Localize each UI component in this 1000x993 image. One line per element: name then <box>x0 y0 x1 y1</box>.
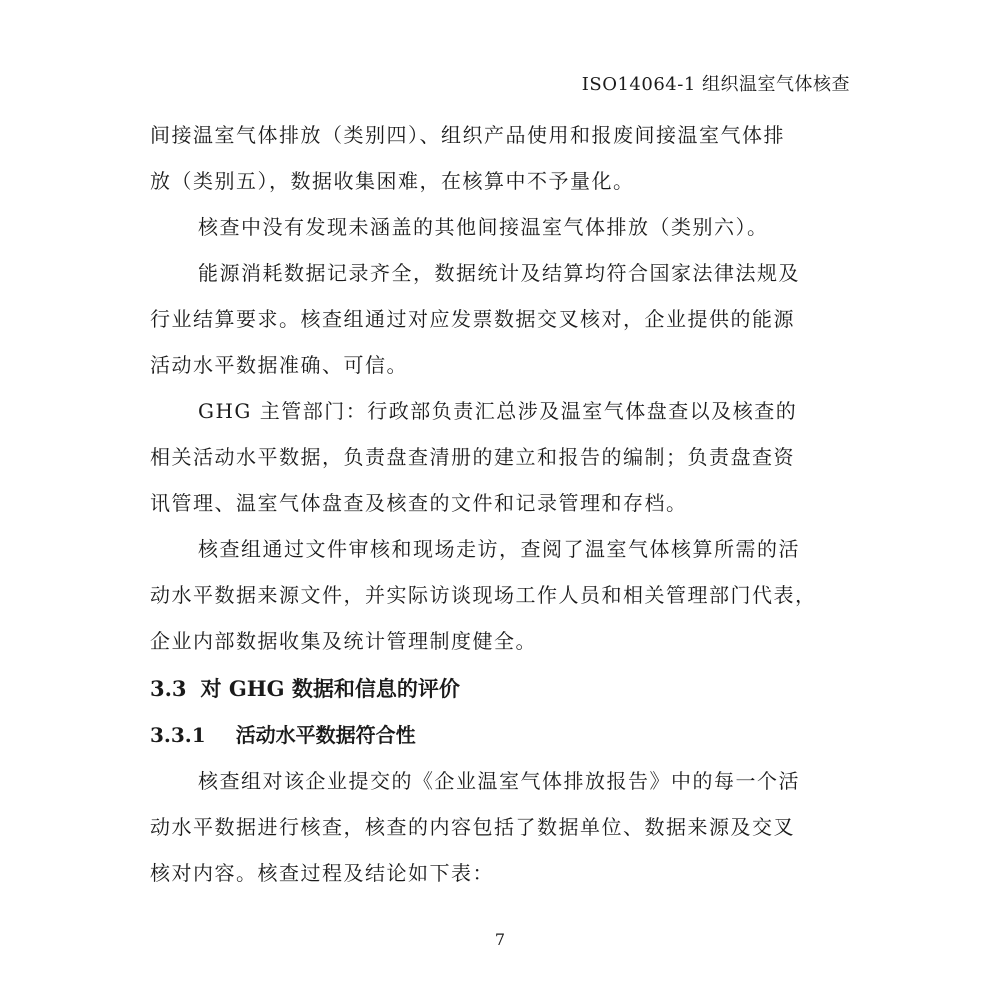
section-title: 对 GHG 数据和信息的评价 <box>200 676 460 701</box>
paragraph-energy-consumption <box>150 250 855 388</box>
paragraph-verification-process <box>150 526 855 664</box>
page-number: 7 <box>494 930 506 949</box>
document-body <box>150 112 855 896</box>
paragraph-ghg-department <box>150 388 855 526</box>
paragraph-category-six <box>150 204 855 250</box>
text-line: 企业内部数据收集及统计管理制度健全。 <box>150 629 537 653</box>
subsection-number: 3.3.1 <box>150 723 206 747</box>
text-line: 动水平数据进行核查，核查的内容包括了数据单位、数据来源及交叉 <box>150 815 795 839</box>
text-line: 核查组通过文件审核和现场走访，查阅了温室气体核算所需的活 <box>198 537 800 561</box>
text-line: 放（类别五），数据收集困难，在核算中不予量化。 <box>150 169 635 193</box>
section-heading-3-3-1 <box>150 712 855 758</box>
text-line: 核对内容。核查过程及结论如下表： <box>150 861 494 885</box>
text-line: 讯管理、温室气体盘查及核查的文件和记录管理和存档。 <box>150 491 688 515</box>
paragraph-activity-data-check <box>150 758 855 896</box>
paragraph-indirect-emissions <box>150 112 855 204</box>
running-header: ISO14064-1 组织温室气体核查 <box>581 74 850 95</box>
subsection-title: 活动水平数据符合性 <box>235 723 416 747</box>
text-line: 相关活动水平数据，负责盘查清册的建立和报告的编制；负责盘查资 <box>150 445 795 469</box>
text-line: 核查中没有发现未涵盖的其他间接温室气体排放（类别六）。 <box>198 215 769 239</box>
section-number: 3.3 <box>150 676 187 701</box>
text-line: 间接温室气体排放（类别四）、组织产品使用和报废间接温室气体排 <box>150 123 785 147</box>
text-line: 活动水平数据准确、可信。 <box>150 353 408 377</box>
text-line: 行业结算要求。核查组通过对应发票数据交叉核对，企业提供的能源 <box>150 307 795 331</box>
text-line: 能源消耗数据记录齐全，数据统计及结算均符合国家法律法规及 <box>198 261 800 285</box>
text-line: 动水平数据来源文件，并实际访谈现场工作人员和相关管理部门代表， <box>150 583 817 607</box>
text-line: GHG 主管部门：行政部负责汇总涉及温室气体盘查以及核查的 <box>198 399 798 423</box>
header-rule <box>150 99 850 100</box>
text-line: 核查组对该企业提交的《企业温室气体排放报告》中的每一个活 <box>198 769 800 793</box>
section-heading-3-3 <box>150 666 855 712</box>
